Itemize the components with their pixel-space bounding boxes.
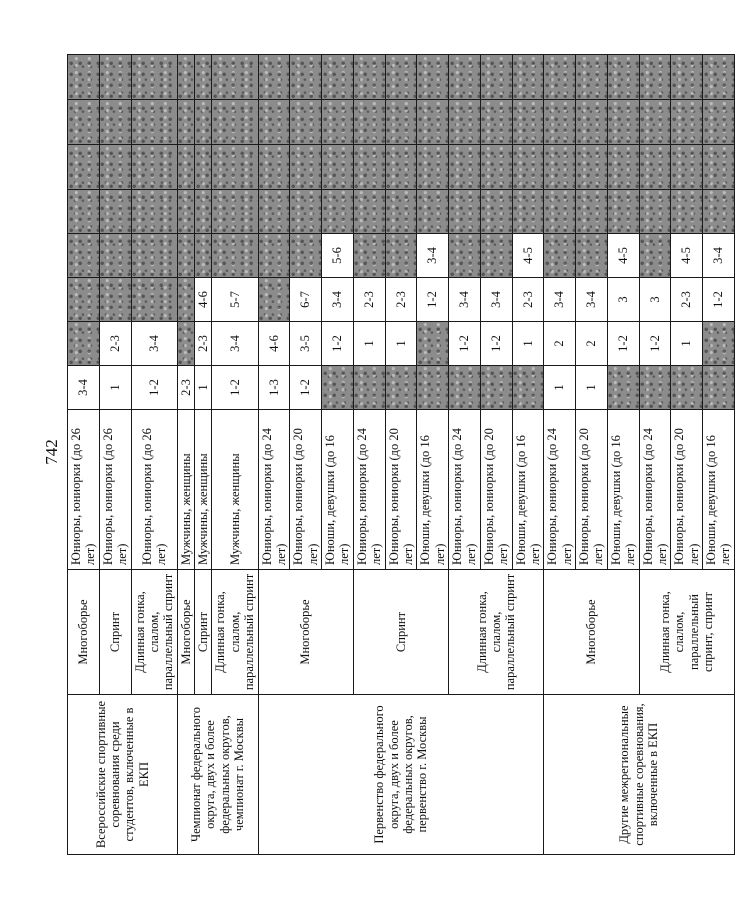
value-cell [385,100,417,145]
value-cell [639,145,671,190]
value-cell [607,366,639,410]
value-cell [639,234,671,278]
value-cell: 2 [544,322,576,366]
value-cell: 3 [639,278,671,322]
age-group-cell: Мужчины, женщины [212,410,258,570]
value-cell [177,145,194,190]
value-cell: 2 [576,322,608,366]
value-cell [480,366,512,410]
competition-cell: Всероссийские спортивные соревнования среди студентов, включенные в ЕКП [68,695,178,855]
value-cell [68,145,100,190]
value-cell [449,366,481,410]
value-cell: 1-3 [258,366,290,410]
value-cell [68,55,100,100]
value-cell: 1-2 [131,366,177,410]
age-group-cell: Юниоры, юниорки (до 20 лет) [385,410,417,570]
value-cell [322,100,354,145]
value-cell [131,55,177,100]
value-cell [385,366,417,410]
value-cell [703,366,735,410]
value-cell [195,145,212,190]
value-cell: 5-6 [322,234,354,278]
value-cell: 3-4 [480,278,512,322]
age-group-cell: Юниоры, юниорки (до 26 лет) [99,410,131,570]
age-group-cell: Юноши, девушки (до 16 лет) [512,410,544,570]
value-cell [177,278,194,322]
value-cell: 1 [195,366,212,410]
value-cell [385,234,417,278]
value-cell [290,145,322,190]
value-cell [639,366,671,410]
value-cell: 3-4 [417,234,449,278]
value-cell: 1 [385,322,417,366]
age-group-cell: Мужчины, женщины [177,410,194,570]
table-row [177,55,194,855]
value-cell [544,55,576,100]
value-cell [703,145,735,190]
value-cell: 6-7 [290,278,322,322]
value-cell [449,234,481,278]
value-cell: 1-2 [480,322,512,366]
discipline-cell: Многоборье [177,570,194,695]
table-row [68,55,100,855]
value-cell: 3-4 [322,278,354,322]
value-cell [480,190,512,234]
value-cell [290,100,322,145]
value-cell [449,145,481,190]
value-cell: 2-3 [353,278,385,322]
value-cell: 2-3 [177,366,194,410]
page-number: 742 [42,439,61,465]
value-cell [68,278,100,322]
value-cell [576,234,608,278]
age-group-cell: Юниоры, юниорки (до 24 лет) [258,410,290,570]
value-cell [671,190,703,234]
value-cell: 3-4 [449,278,481,322]
age-group-cell: Юниоры, юниорки (до 24 лет) [544,410,576,570]
age-group-cell: Юниоры, юниорки (до 20 лет) [576,410,608,570]
age-group-cell: Мужчины, женщины [195,410,212,570]
value-cell [607,55,639,100]
age-group-cell: Юноши, девушки (до 16 лет) [703,410,735,570]
age-group-cell: Юниоры, юниорки (до 26 лет) [131,410,177,570]
value-cell [639,100,671,145]
age-group-cell: Юниоры, юниорки (до 20 лет) [671,410,703,570]
value-cell [417,100,449,145]
value-cell [417,366,449,410]
value-cell [212,190,258,234]
competition-cell: Чемпионат федерального округа, двух и более федеральных округов, чемпионат г. Москвы [177,695,258,855]
value-cell [480,145,512,190]
value-cell [99,55,131,100]
value-cell [639,55,671,100]
value-cell: 4-5 [671,234,703,278]
value-cell [576,145,608,190]
value-cell [258,278,290,322]
value-cell [195,190,212,234]
value-cell [68,322,100,366]
value-cell [607,100,639,145]
value-cell: 1 [671,322,703,366]
value-cell: 2-3 [671,278,703,322]
value-cell [177,100,194,145]
value-cell [512,100,544,145]
value-cell: 4-5 [512,234,544,278]
table-row [544,55,576,855]
value-cell: 1-2 [417,278,449,322]
discipline-cell: Длинная гонка, слалом, параллельный спринт [449,570,544,695]
age-group-cell: Юниоры, юниорки (до 24 лет) [353,410,385,570]
value-cell [99,278,131,322]
value-cell [353,190,385,234]
value-cell [417,55,449,100]
value-cell [417,145,449,190]
value-cell: 3-4 [131,322,177,366]
value-cell [290,55,322,100]
value-cell: 2-3 [385,278,417,322]
value-cell [385,190,417,234]
value-cell [353,55,385,100]
value-cell [353,145,385,190]
value-cell [258,190,290,234]
value-cell: 5-7 [212,278,258,322]
value-cell [544,234,576,278]
value-cell: 4-6 [195,278,212,322]
value-cell [417,190,449,234]
value-cell [177,55,194,100]
value-cell [607,145,639,190]
value-cell: 3-4 [703,234,735,278]
value-cell [68,234,100,278]
value-cell: 1-2 [449,322,481,366]
value-cell [131,145,177,190]
value-cell [480,100,512,145]
value-cell [99,234,131,278]
value-cell [703,322,735,366]
age-group-cell: Юноши, девушки (до 16 лет) [417,410,449,570]
value-cell [258,100,290,145]
value-cell [322,190,354,234]
value-cell [703,190,735,234]
value-cell [512,145,544,190]
discipline-cell: Многоборье [68,570,100,695]
sports-ranks-table [67,54,735,855]
value-cell: 1-2 [607,322,639,366]
value-cell [385,145,417,190]
value-cell: 1-2 [322,322,354,366]
value-cell: 4-5 [607,234,639,278]
value-cell: 2-3 [195,322,212,366]
value-cell [703,55,735,100]
value-cell [512,190,544,234]
value-cell: 1-2 [212,366,258,410]
discipline-cell: Многоборье [544,570,639,695]
value-cell [177,234,194,278]
value-cell [212,100,258,145]
value-cell [353,366,385,410]
age-group-cell: Юниоры, юниорки (до 26 лет) [68,410,100,570]
value-cell: 1 [512,322,544,366]
value-cell [99,145,131,190]
discipline-cell: Длинная гонка, слалом, параллельный спринт, спринт [639,570,734,695]
value-cell: 3-4 [544,278,576,322]
value-cell: 4-6 [258,322,290,366]
value-cell [576,55,608,100]
value-cell [212,234,258,278]
value-cell: 2-3 [512,278,544,322]
value-cell [195,234,212,278]
value-cell [576,190,608,234]
competition-cell: Другие межрегиональные спортивные соревнования, включенные в ЕКП [544,695,735,855]
value-cell [212,55,258,100]
table-frame [67,55,733,855]
value-cell [671,366,703,410]
age-group-cell: Юниоры, юниорки (до 20 лет) [290,410,322,570]
value-cell [131,234,177,278]
value-cell [703,100,735,145]
value-cell [68,100,100,145]
value-cell [607,190,639,234]
discipline-cell: Длинная гонка, слалом, параллельный спринт [212,570,258,695]
value-cell [322,145,354,190]
value-cell: 3-4 [576,278,608,322]
value-cell: 1 [576,366,608,410]
value-cell [353,100,385,145]
value-cell [177,322,194,366]
discipline-cell: Длинная гонка, слалом, параллельный спринт [131,570,177,695]
value-cell: 1 [353,322,385,366]
value-cell [353,234,385,278]
discipline-cell: Многоборье [258,570,353,695]
value-cell [195,55,212,100]
value-cell [131,100,177,145]
age-group-cell: Юноши, девушки (до 16 лет) [607,410,639,570]
value-cell [544,190,576,234]
value-cell [385,55,417,100]
value-cell [544,100,576,145]
value-cell [449,55,481,100]
value-cell [417,322,449,366]
value-cell [290,190,322,234]
value-cell [480,55,512,100]
discipline-cell: Спринт [353,570,448,695]
value-cell [290,234,322,278]
age-group-cell: Юниоры, юниорки (до 24 лет) [449,410,481,570]
value-cell [131,278,177,322]
value-cell: 1 [99,366,131,410]
value-cell [449,100,481,145]
value-cell: 3 [607,278,639,322]
value-cell: 3-5 [290,322,322,366]
value-cell [195,100,212,145]
value-cell: 1-2 [703,278,735,322]
value-cell: 1-2 [290,366,322,410]
age-group-cell: Юниоры, юниорки (до 20 лет) [480,410,512,570]
value-cell: 2-3 [99,322,131,366]
value-cell [131,190,177,234]
age-group-cell: Юноши, девушки (до 16 лет) [322,410,354,570]
value-cell: 3-4 [68,366,100,410]
value-cell [322,55,354,100]
value-cell [671,100,703,145]
discipline-cell: Спринт [195,570,212,695]
value-cell [671,145,703,190]
value-cell [512,55,544,100]
value-cell [576,100,608,145]
value-cell [177,190,194,234]
value-cell [639,190,671,234]
age-group-cell: Юниоры, юниорки (до 24 лет) [639,410,671,570]
value-cell [99,190,131,234]
value-cell [99,100,131,145]
value-cell [322,366,354,410]
value-cell [544,145,576,190]
value-cell [671,55,703,100]
table-row [258,55,290,855]
value-cell [258,55,290,100]
value-cell [258,234,290,278]
value-cell: 1-2 [639,322,671,366]
value-cell: 1 [544,366,576,410]
value-cell [512,366,544,410]
value-cell [212,145,258,190]
discipline-cell: Спринт [99,570,131,695]
value-cell [68,190,100,234]
value-cell [480,234,512,278]
value-cell: 3-4 [212,322,258,366]
value-cell [449,190,481,234]
competition-cell: Первенство федерального округа, двух и более федеральных округов, первенство г. Москвы [258,695,544,855]
value-cell [258,145,290,190]
